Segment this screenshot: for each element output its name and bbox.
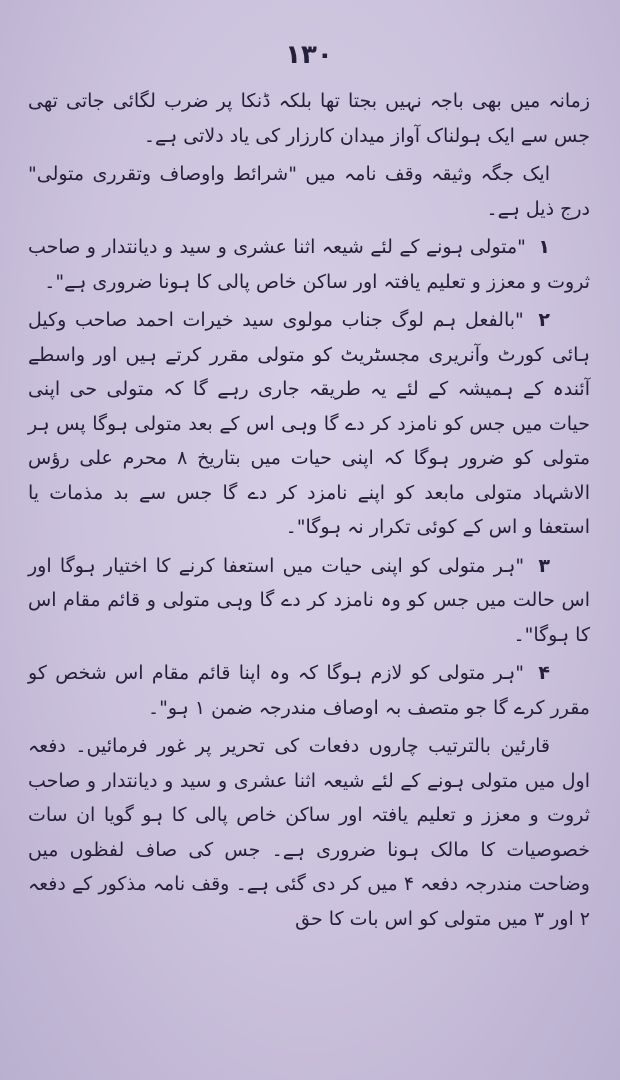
clause-number: ۱ xyxy=(538,236,550,258)
paragraph-text: زمانہ میں بھی باجہ نہیں بجتا تھا بلکہ ڈنکا پر ضرب لگائی جاتی تھی جس سے ایک ہولناک آواز میدان کارزار کی یاد دلاتی ہے۔ xyxy=(28,90,590,147)
clause-2 xyxy=(28,303,590,545)
page-body xyxy=(28,84,590,936)
clause-1 xyxy=(28,230,590,299)
paragraph-deed-heading xyxy=(28,157,590,226)
paragraph-text: ایک جگہ وثیقہ وقف نامہ میں "شرائط واوصاف وتقرری متولی" درج ذیل ہے۔ xyxy=(28,163,590,220)
page-number: ۱۳۰ xyxy=(285,40,333,70)
clause-number: ۲ xyxy=(538,309,550,331)
paragraph-intro xyxy=(28,84,590,153)
paragraph-text: قارئین بالترتیب چاروں دفعات کی تحریر پر غور فرمائیں۔ دفعہ اول میں متولی ہونے کے لئے شیعہ اثنا عشری و سید و دیانتدار و صاحب ثروت و معزز و تعلیم یافتہ اور ساکن خاص پالی کا ہو گویا ان سات خصوصیات کا مالک ہونا ضروری ہے۔ جس کی صاف لفظوں میں وضاحت مندرجہ دفعہ ۴ میں کر دی گئی ہے۔ وقف نامہ مذکور کے دفعہ ۲ اور ۳ میں متولی کو اس بات کا حق xyxy=(28,735,590,930)
clause-text: "ہر متولی کو اپنی حیات میں استعفا کرنے کا اختیار ہوگا اور اس حالت میں جس کو وہ نامزد کر دے گا وہی متولی و قائم مقام اس کا ہوگا"۔ xyxy=(28,554,590,646)
clause-text: "متولی ہونے کے لئے شیعہ اثنا عشری و سید و دیانتدار و صاحب ثروت و معزز و تعلیم یافتہ اور ساکن خاص پالی کا ہونا ضروری ہے"۔ xyxy=(28,236,590,293)
clause-text: "ہر متولی کو لازم ہوگا کہ وہ اپنا قائم مقام اس شخص کو مقرر کرے گا جو متصف بہ اوصاف مندرجہ ضمن ۱ ہو"۔ xyxy=(28,662,590,719)
clause-3 xyxy=(28,549,590,653)
clause-4 xyxy=(28,656,590,725)
clause-text: "بالفعل ہم لوگ جناب مولوی سید خیرات احمد صاحب وکیل ہائی کورٹ وآنریری مجسٹریٹ کو متولی مقرر کرتے ہیں اور واسطے آئندہ کے ہمیشہ کے لئے یہ طریقہ جاری رہے گا کہ متولی حی اپنی حیات میں جس کو نامزد کر دے گا وہی اس کے بعد متولی ہوگا پس ہر متولی کو ضرور ہوگا کہ اپنی حیات میں بتاریخ ۸ محرم علی رؤس الاشہاد متولی مابعد کو اپنے نامزد کر دے گا جس سے بد مذمات یا استعفا و اس کے کوئی تکرار نہ ہوگا"۔ xyxy=(28,309,590,538)
clause-number: ۴ xyxy=(538,662,550,684)
paragraph-commentary xyxy=(28,729,590,936)
clause-number: ۳ xyxy=(538,554,550,577)
